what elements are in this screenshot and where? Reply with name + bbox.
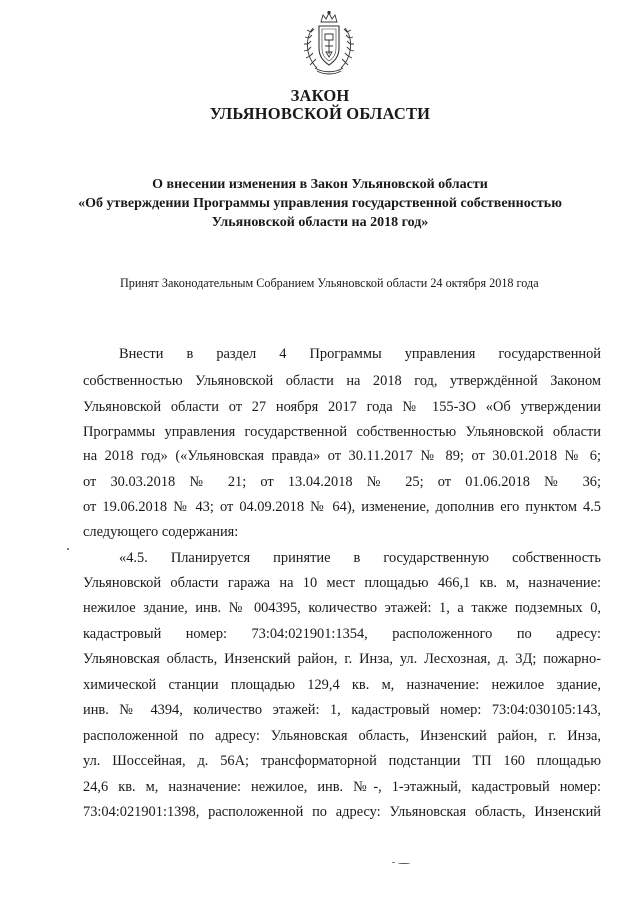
document-type-line1: ЗАКОН: [290, 86, 350, 105]
body-paragraph2-line: кадастровый номер: 73:04:021901:1354, расположенного по адресу:: [83, 626, 601, 642]
body-paragraph1-line: собственностью Ульяновской области на 2018 год, утверждённой Законом: [83, 373, 601, 389]
body-paragraph1-line: на 2018 год» («Ульяновская правда» от 30.11.2017 № 89; от 30.01.2018 № 6;: [83, 448, 601, 464]
body-paragraph2-line: 73:04:021901:1398, расположенной по адресу: Ульяновская область, Инзенский: [83, 804, 601, 820]
body-paragraph2-line: инв. № 4394, количество этажей: 1, кадастровый номер: 73:04:030105:143,: [83, 702, 601, 718]
body-paragraph2-line: химической станции площадью 129,4 кв. м, назначение: нежилое здание,: [83, 677, 601, 693]
law-title-line1: О внесении изменения в Закон Ульяновской области: [152, 177, 488, 192]
law-title-line2: «Об утверждении Программы управления государственной собственностью: [78, 196, 562, 211]
body-paragraph1-line: Программы управления государственной собственностью Ульяновской области: [83, 424, 601, 440]
law-title-line3: Ульяновской области на 2018 год»: [211, 215, 429, 230]
body-paragraph2-line: Ульяновская область, Инзенский район, г. Инза, ул. Лесхозная, д. 3Д; пожарно-: [83, 651, 601, 667]
body-paragraph2-line: 24,6 кв. м, назначение: нежилое, инв. №-, 1-этажный, кадастровый номер:: [83, 779, 601, 795]
body-paragraph2-line: «4.5. Планируется принятие в государственную собственность: [119, 550, 601, 566]
body-paragraph2-line: ул. Шоссейная, д. 56А; трансформаторной подстанции ТП 160 площадью: [83, 753, 601, 769]
body-paragraph1-line: следующего содержания:: [83, 524, 239, 540]
document-type-line2: УЛЬЯНОВСКОЙ ОБЛАСТИ: [209, 104, 431, 123]
body-paragraph1-line: от 30.03.2018 № 21; от 13.04.2018 № 25; от 01.06.2018 № 36;: [83, 474, 601, 490]
scan-speck: [67, 548, 69, 550]
body-paragraph2-line: Ульяновской области гаража на 10 мест площадью 466,1 кв. м, назначение:: [83, 575, 601, 591]
body-paragraph1-line: Ульяновской области от 27 ноября 2017 года № 155-ЗО «Об утверждении: [83, 399, 601, 415]
scan-speck: [398, 863, 410, 864]
adoption-note: Принят Законодательным Собранием Ульяновской области 24 октября 2018 года: [120, 276, 539, 290]
body-paragraph1-line: от 19.06.2018 № 43; от 04.09.2018 № 64), изменение, дополнив его пунктом 4.5: [83, 499, 601, 515]
body-paragraph2-line: нежилое здание, инв. № 004395, количество этажей: 1, а также подземных 0,: [83, 600, 601, 616]
scan-speck: [392, 862, 395, 863]
coat-of-arms-icon: [299, 10, 359, 78]
body-paragraph1-line: Внести в раздел 4 Программы управления государственной: [119, 346, 601, 362]
body-paragraph2-line: расположенной по адресу: Ульяновская область, Инзенский район, г. Инза,: [83, 728, 601, 744]
